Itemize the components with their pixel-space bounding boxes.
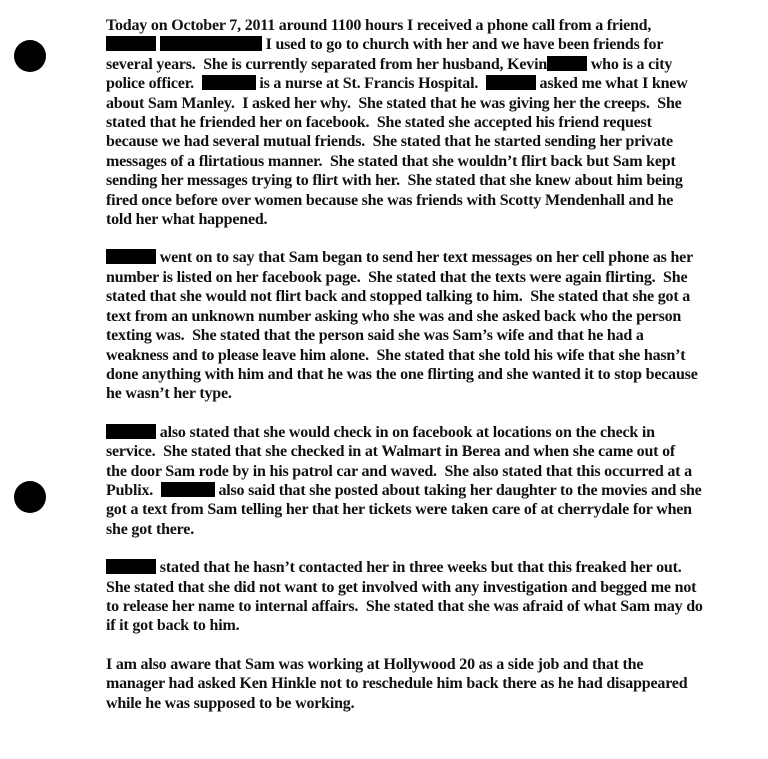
text-segment: number is listed on her facebook page. She stated that the texts were again flirting. She [106, 268, 688, 286]
text-line [106, 210, 736, 229]
text-segment: I am also aware that Sam was working at Hollywood 20 as a side job and that the [106, 655, 644, 673]
text-segment: Today on October 7, 2011 around 1100 hours I received a phone call from a friend, [106, 17, 652, 34]
text-line [106, 113, 736, 132]
text-line [106, 55, 736, 74]
text-segment: also said that she posted about taking her daughter to the movies and she [214, 481, 702, 499]
text-segment: she got there. [106, 520, 194, 538]
text-line [106, 287, 736, 306]
text-line [106, 423, 736, 442]
text-segment: about Sam Manley. I asked her why. She stated that he was giving her the creeps. She [106, 94, 682, 112]
redaction-bar [106, 36, 156, 51]
text-segment: messages of a flirtatious manner. She stated that she wouldn’t flirt back but Sam kept [106, 152, 676, 170]
text-line [106, 674, 736, 693]
binder-hole-middle [14, 481, 46, 513]
text-line [106, 74, 736, 93]
text-line [106, 248, 736, 267]
text-line [106, 597, 736, 616]
paragraph [106, 655, 736, 713]
text-segment: fired once before over women because she was friends with Scotty Mendenhall and he [106, 191, 674, 209]
text-segment: got a text from Sam telling her that her tickets were taken care of at cherrydale for when [106, 501, 692, 519]
text-line [106, 132, 736, 151]
redaction-bar [106, 249, 156, 264]
document-body [106, 16, 736, 732]
text-segment: text from an unknown number asking who she was and she asked back who the person [106, 307, 682, 325]
text-segment: stated that he friended her on facebook. She stated she accepted his friend request [106, 114, 652, 132]
text-line [106, 462, 736, 481]
text-segment: also stated that she would check in on facebook at locations on the check in [156, 423, 655, 441]
text-segment: texting was. She stated that the person said she was Sam’s wife and that he had a [106, 327, 644, 345]
text-line [106, 346, 736, 365]
text-line [106, 578, 736, 597]
text-line [106, 191, 736, 210]
text-line [106, 520, 736, 539]
text-segment: went on to say that Sam began to send her text messages on her cell phone as her [156, 249, 693, 267]
text-line [106, 171, 736, 190]
text-line [106, 655, 736, 674]
text-line [106, 384, 736, 403]
text-segment: to release her name to internal affairs. She stated that she was afraid of what Sam may do [106, 597, 703, 615]
text-line [106, 500, 736, 519]
text-segment: service. She stated that she checked in at Walmart in Berea and when she came out of [106, 443, 676, 461]
text-line [106, 268, 736, 287]
text-line [106, 365, 736, 384]
paragraph [106, 558, 736, 636]
text-line [106, 481, 736, 500]
text-segment: because we had several mutual friends. She stated that he started sending her private [106, 133, 673, 151]
redaction-bar [106, 559, 156, 574]
text-line [106, 326, 736, 345]
text-segment: while he was supposed to be working. [106, 694, 355, 712]
text-segment: done anything with him and that he was the one flirting and she wanted it to stop because [106, 365, 698, 383]
text-segment: several years. She is currently separated from her husband, Kevin [106, 55, 548, 73]
text-line [106, 616, 736, 635]
redaction-bar [160, 36, 262, 51]
redaction-bar [106, 424, 156, 439]
paragraph [106, 423, 736, 539]
paragraph [106, 16, 736, 229]
binder-hole-top [14, 40, 46, 72]
text-segment: weakness and to please leave him alone. She stated that she told his wife that she hasn’t [106, 346, 686, 364]
redaction-bar [547, 56, 587, 71]
text-line [106, 16, 736, 35]
redaction-bar [486, 75, 536, 90]
text-segment: if it got back to him. [106, 617, 240, 635]
text-segment: police officer. [106, 75, 202, 93]
text-line [106, 442, 736, 461]
text-line [106, 694, 736, 713]
text-segment: he wasn’t her type. [106, 385, 232, 403]
text-line [106, 307, 736, 326]
text-segment: who is a city [587, 55, 673, 73]
text-segment: sending her messages trying to flirt with her. She stated that she knew about him being [106, 172, 683, 190]
text-segment: is a nurse at St. Francis Hospital. [255, 75, 486, 93]
text-segment: the door Sam rode by in his patrol car and waved. She also stated that this occurred at a [106, 462, 692, 480]
redaction-bar [161, 482, 215, 497]
text-segment: I used to go to church with her and we have been friends for [261, 36, 664, 54]
text-segment: stated that he hasn’t contacted her in three weeks but that this freaked her out. [156, 559, 682, 577]
text-segment: Publix. [106, 481, 161, 499]
text-segment: stated that she would not flirt back and stopped talking to him. She stated that she got a [106, 288, 691, 306]
text-line [106, 152, 736, 171]
text-segment: told her what happened. [106, 211, 268, 229]
text-line [106, 558, 736, 577]
text-segment: manager had asked Ken Hinkle not to reschedule him back there as he had disappeared [106, 675, 688, 693]
paragraph [106, 248, 736, 403]
text-line [106, 94, 736, 113]
text-line [106, 35, 736, 54]
text-segment: asked me what I knew [535, 75, 688, 93]
text-segment: She stated that she did not want to get involved with any investigation and begged me not [106, 578, 697, 596]
redaction-bar [202, 75, 256, 90]
